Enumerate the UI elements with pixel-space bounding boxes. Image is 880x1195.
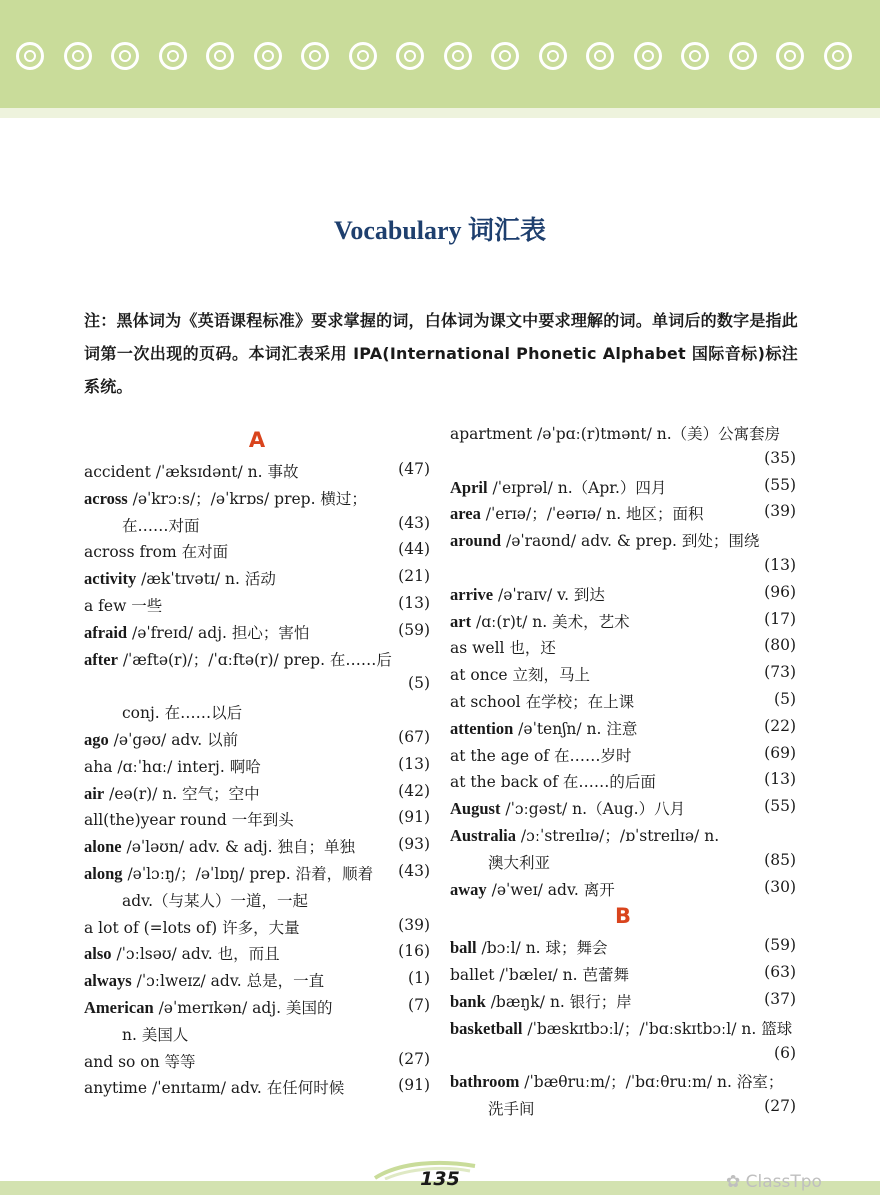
vocabulary-entry bbox=[450, 1097, 796, 1123]
vocabulary-entry bbox=[450, 1044, 796, 1070]
page-reference: (13) bbox=[764, 556, 796, 574]
entry-text bbox=[84, 1053, 196, 1071]
vocabulary-entry bbox=[450, 936, 796, 962]
ring-decoration bbox=[634, 42, 662, 70]
entry-text bbox=[450, 966, 629, 984]
page-reference: (21) bbox=[398, 567, 430, 586]
entry-text bbox=[84, 651, 392, 669]
page-reference: (27) bbox=[398, 1049, 430, 1068]
headword: area bbox=[450, 504, 481, 524]
page-title: Vocabulary 词汇表 bbox=[333, 216, 547, 245]
definition: 在……对面 bbox=[122, 516, 200, 535]
ring-decoration bbox=[396, 42, 424, 70]
vocabulary-entry bbox=[84, 674, 430, 700]
ring-decoration bbox=[111, 42, 139, 70]
definition: /əˈpɑː(r)tmənt/ n.（美）公寓套房 bbox=[532, 425, 781, 443]
entry-text bbox=[450, 827, 719, 845]
vocabulary-entry bbox=[450, 990, 796, 1016]
headword: April bbox=[450, 477, 488, 497]
entry-text bbox=[84, 624, 309, 642]
vocabulary-entry bbox=[450, 476, 796, 502]
vocabulary-entry bbox=[84, 1076, 430, 1102]
definition: /ˈenɪtaɪm/ adv. 在任何时候 bbox=[147, 1079, 345, 1098]
page-reference: (13) bbox=[398, 594, 430, 612]
page-reference: (67) bbox=[398, 728, 430, 746]
entry-text bbox=[84, 785, 260, 803]
usage-note bbox=[84, 304, 798, 403]
ring-decoration bbox=[64, 42, 92, 70]
vocabulary-entry bbox=[450, 878, 796, 904]
vocabulary-entry bbox=[450, 636, 796, 662]
headword: arrive bbox=[450, 584, 494, 604]
page-reference: (13) bbox=[764, 770, 796, 789]
vocabulary-entry bbox=[84, 782, 430, 808]
definition: 等等 bbox=[159, 1052, 196, 1071]
definition: /əˈlɔːŋ/；/əˈlɒŋ/ prep. 沿着，顺着 bbox=[122, 865, 374, 883]
headword: along bbox=[84, 864, 123, 883]
vocabulary-entry bbox=[450, 583, 796, 609]
definition: /əˈkrɔːs/；/əˈkrɒs/ prep. 横过； bbox=[127, 489, 367, 508]
entry-text bbox=[84, 597, 162, 615]
definition: /eə(r)/ n. 空气；空中 bbox=[104, 784, 260, 803]
vocabulary-entry bbox=[450, 556, 796, 582]
page-reference: (63) bbox=[764, 963, 796, 982]
headword: activity bbox=[84, 569, 137, 589]
entry-text bbox=[450, 639, 556, 657]
ring-decoration bbox=[349, 42, 377, 70]
vocabulary-entry bbox=[450, 502, 796, 528]
entry-text bbox=[450, 505, 704, 523]
entry-text bbox=[450, 1100, 535, 1118]
headword: art bbox=[450, 611, 472, 631]
definition: /ɔːˈstreɪlɪə/；/ɒˈstreɪlɪə/ n. bbox=[516, 827, 720, 845]
definition: /əˈləʊn/ adv. & adj. 独自；单独 bbox=[121, 838, 356, 857]
headword: across from bbox=[84, 543, 177, 562]
entry-text bbox=[84, 865, 373, 883]
page-reference: (85) bbox=[764, 850, 796, 869]
wechat-icon: ✿ bbox=[726, 1172, 746, 1192]
watermark bbox=[726, 1172, 822, 1192]
headword: also bbox=[84, 944, 112, 964]
headword: August bbox=[450, 799, 501, 819]
entry-text bbox=[84, 758, 261, 776]
definition: /ɑːˈhɑː/ interj. 啊哈 bbox=[112, 757, 261, 776]
definition: /ækˈtɪvətɪ/ n. 活动 bbox=[136, 570, 276, 589]
page-reference: (37) bbox=[764, 990, 796, 1008]
ring-decoration bbox=[729, 42, 757, 70]
headword: at once bbox=[450, 666, 508, 685]
entry-text bbox=[450, 425, 780, 443]
headword: bathroom bbox=[450, 1072, 520, 1092]
definition: 立刻，马上 bbox=[507, 666, 591, 685]
page-reference: (30) bbox=[764, 877, 796, 896]
vocabulary-entry bbox=[84, 996, 430, 1022]
definition: 在……岁时 bbox=[549, 746, 632, 765]
headword: across bbox=[84, 488, 128, 508]
header-banner bbox=[0, 0, 880, 108]
entry-text bbox=[84, 463, 298, 481]
ring-decoration bbox=[254, 42, 282, 70]
vocabulary-entry bbox=[84, 701, 430, 727]
vocabulary-entry bbox=[450, 963, 796, 989]
ring-decoration bbox=[539, 42, 567, 70]
entry-text bbox=[84, 838, 355, 856]
vocabulary-entry bbox=[450, 663, 796, 689]
page-reference: (22) bbox=[764, 716, 796, 735]
vocabulary-entry bbox=[84, 862, 430, 888]
definition: 一些 bbox=[126, 597, 163, 615]
section-letter: A bbox=[248, 428, 266, 452]
definition: adv.（与某人）一道，一起 bbox=[122, 891, 309, 910]
page-reference: (91) bbox=[398, 808, 430, 827]
page-reference: (5) bbox=[408, 674, 430, 693]
headword: afraid bbox=[84, 622, 128, 642]
vocabulary-entry bbox=[84, 942, 430, 968]
vocabulary-entry bbox=[84, 1023, 430, 1049]
page-reference: (91) bbox=[398, 1076, 430, 1095]
ring-decoration bbox=[824, 42, 852, 70]
vocabulary-entry bbox=[450, 824, 796, 850]
definition: /əˈtenʃn/ n. 注意 bbox=[513, 719, 638, 738]
definition: /əˈfreɪd/ adj. 担心；害怕 bbox=[127, 623, 310, 642]
ring-decoration bbox=[159, 42, 187, 70]
page-reference: (55) bbox=[764, 475, 796, 494]
definition: /ˈɔːlweɪz/ adv. 总是，一直 bbox=[131, 972, 325, 991]
entry-text bbox=[450, 881, 615, 899]
headword: alone bbox=[84, 837, 122, 857]
vocabulary-entry bbox=[450, 422, 796, 448]
page-reference: (17) bbox=[764, 609, 796, 628]
definition: /ˈbæθruːm/；/ˈbɑːθruːm/ n. 浴室； bbox=[519, 1073, 784, 1092]
headword: at the age of bbox=[450, 746, 550, 765]
page-reference: (42) bbox=[398, 781, 430, 800]
page-reference: (59) bbox=[398, 620, 430, 639]
watermark-text: ClassTpo bbox=[745, 1172, 822, 1192]
definition: /bɔːl/ n. 球；舞会 bbox=[476, 939, 608, 958]
page-reference: (13) bbox=[398, 754, 430, 773]
entry-text bbox=[450, 773, 656, 791]
entry-text bbox=[450, 1020, 792, 1038]
definition: /əˈgəʊ/ adv. 以前 bbox=[108, 731, 239, 749]
vocabulary-entry bbox=[450, 449, 796, 475]
entry-text bbox=[84, 704, 242, 722]
section-letter: B bbox=[614, 904, 631, 929]
definition: 在……的后面 bbox=[557, 773, 656, 792]
page-reference: (39) bbox=[398, 915, 430, 934]
headword: attention bbox=[450, 718, 514, 738]
page-reference: (16) bbox=[398, 942, 430, 961]
definition: 洗手间 bbox=[488, 1100, 535, 1119]
vocabulary-entry bbox=[84, 1050, 430, 1076]
page-reference: (39) bbox=[764, 502, 796, 521]
entry-text bbox=[450, 532, 759, 550]
headword: ago bbox=[84, 730, 109, 749]
entry-text bbox=[84, 999, 333, 1017]
entry-text bbox=[84, 945, 280, 963]
vocabulary-entry bbox=[84, 540, 430, 566]
definition: (=lots of) 许多，大量 bbox=[138, 918, 300, 937]
headword: aha bbox=[84, 757, 113, 776]
page-reference: (47) bbox=[398, 460, 430, 478]
entry-text bbox=[84, 570, 276, 588]
headword: air bbox=[84, 783, 105, 803]
entry-text bbox=[450, 586, 605, 604]
ring-decoration bbox=[444, 42, 472, 70]
entry-text bbox=[450, 479, 666, 497]
vocabulary-entry bbox=[450, 797, 796, 823]
page-reference: (80) bbox=[764, 636, 796, 655]
vocabulary-entry bbox=[84, 728, 430, 754]
page-reference: (5) bbox=[774, 690, 796, 708]
page-reference: (1) bbox=[408, 969, 430, 988]
ring-decoration bbox=[776, 42, 804, 70]
ring-decoration bbox=[16, 42, 44, 70]
ring-decoration bbox=[586, 42, 614, 70]
definition: 在对面 bbox=[176, 543, 229, 562]
definition: 在学校；在上课 bbox=[520, 693, 635, 711]
headword: around bbox=[450, 531, 502, 551]
vocabulary-entry bbox=[84, 567, 430, 593]
vocabulary-entry bbox=[84, 621, 430, 647]
headword: after bbox=[84, 649, 118, 669]
headword: anytime bbox=[84, 1079, 148, 1098]
header-divider bbox=[0, 108, 880, 118]
page-number: 135 bbox=[420, 1168, 460, 1190]
headword: and so on bbox=[84, 1052, 160, 1071]
entry-text bbox=[84, 1026, 188, 1044]
page-reference: (6) bbox=[774, 1043, 796, 1062]
vocabulary-entry bbox=[450, 690, 796, 716]
headword: American bbox=[84, 998, 154, 1017]
entry-text bbox=[450, 1073, 783, 1091]
headword: ball bbox=[450, 938, 477, 958]
vocabulary-entry bbox=[450, 744, 796, 770]
definition: /ˈbæleɪ/ n. 芭蕾舞 bbox=[494, 966, 629, 985]
entry-text bbox=[84, 1079, 344, 1097]
definition: 一年到头 bbox=[226, 811, 294, 830]
definition: /ˈbæskɪtbɔːl/；/ˈbɑːskɪtbɔːl/ n. 篮球 bbox=[522, 1019, 793, 1038]
headword: Australia bbox=[450, 826, 516, 845]
definition: /əˈmerɪkən/ adj. 美国的 bbox=[153, 999, 333, 1017]
headword: apartment bbox=[450, 425, 533, 443]
vocabulary-entry bbox=[84, 835, 430, 861]
ring-decoration bbox=[301, 42, 329, 70]
headword: a few bbox=[84, 597, 127, 615]
headword: at school bbox=[450, 693, 521, 711]
headword: a lot of bbox=[84, 918, 139, 937]
page-reference: (43) bbox=[398, 513, 430, 532]
entry-text bbox=[450, 613, 630, 631]
entry-text bbox=[450, 693, 634, 711]
entry-text bbox=[450, 720, 637, 738]
entry-text bbox=[450, 747, 631, 765]
vocabulary-entry bbox=[84, 487, 430, 513]
vocabulary-entry bbox=[84, 969, 430, 995]
headword: all(the)year round bbox=[84, 811, 227, 830]
vocabulary-entry bbox=[84, 808, 430, 834]
page-reference: (96) bbox=[764, 582, 796, 601]
entry-text bbox=[84, 731, 238, 749]
definition: /ˈeɪprəl/ n.（Apr.）四月 bbox=[487, 478, 667, 497]
headword: accident bbox=[84, 463, 151, 481]
definition: /ˈɔːgəst/ n.（Aug.）八月 bbox=[500, 800, 686, 819]
page-reference: (35) bbox=[764, 448, 796, 467]
page-reference: (93) bbox=[398, 835, 430, 854]
vocabulary-entry bbox=[450, 529, 796, 555]
definition: /ˈæksɪdənt/ n. 事故 bbox=[150, 463, 299, 481]
definition: conj. 在……以后 bbox=[122, 704, 243, 723]
vocabulary-entry bbox=[450, 851, 796, 877]
entry-text bbox=[84, 543, 228, 561]
definition: /əˈweɪ/ adv. 离开 bbox=[486, 880, 615, 899]
vocabulary-entry bbox=[84, 594, 430, 620]
entry-text bbox=[450, 854, 550, 872]
page-reference: (44) bbox=[398, 540, 430, 559]
entry-text bbox=[84, 811, 294, 829]
vocabulary-entry bbox=[84, 755, 430, 781]
vocabulary-entry bbox=[84, 916, 430, 942]
vocabulary-entry bbox=[84, 514, 430, 540]
headword: away bbox=[450, 879, 487, 899]
definition: n. 美国人 bbox=[122, 1025, 189, 1044]
page-reference: (59) bbox=[764, 936, 796, 955]
page-reference: (7) bbox=[408, 996, 430, 1014]
definition: 澳大利亚 bbox=[488, 853, 551, 872]
ring-decoration bbox=[681, 42, 709, 70]
definition: /əˈraʊnd/ adv. & prep. 到处；围绕 bbox=[501, 532, 760, 551]
entry-text bbox=[84, 490, 367, 508]
entry-text bbox=[450, 666, 590, 684]
headword: always bbox=[84, 971, 132, 991]
definition: /ˈerɪə/；/ˈeərɪə/ n. 地区；面积 bbox=[480, 505, 704, 524]
ring-decoration bbox=[491, 42, 519, 70]
vocabulary-entry bbox=[84, 648, 430, 674]
headword: basketball bbox=[450, 1018, 523, 1038]
entry-text bbox=[84, 517, 200, 535]
vocabulary-entry bbox=[84, 460, 430, 486]
entry-text bbox=[84, 892, 308, 910]
entry-text bbox=[450, 993, 632, 1011]
definition: /ˈæftə(r)/；/ˈɑːftə(r)/ prep. 在……后 bbox=[117, 650, 392, 669]
vocabulary-entry bbox=[450, 717, 796, 743]
entry-text bbox=[450, 800, 685, 818]
vocabulary-entry bbox=[84, 889, 430, 915]
vocabulary-entry bbox=[450, 610, 796, 636]
page-reference: (43) bbox=[398, 862, 430, 880]
page-reference: (69) bbox=[764, 743, 796, 762]
definition: 也，还 bbox=[504, 639, 556, 658]
entry-text bbox=[450, 939, 608, 957]
headword: as well bbox=[450, 639, 505, 658]
entry-text bbox=[84, 972, 324, 990]
vocabulary-entry bbox=[450, 1070, 796, 1096]
headword: at the back of bbox=[450, 773, 558, 792]
vocabulary-entry bbox=[450, 1017, 796, 1043]
usage-note-text: 注：黑体词为《英语课程标准》要求掌握的词，白体词为课文中要求理解的词。单词后的数字是指此词第一次出现的页码。本词汇表采用 IPA(International Phonetic Alphabet 国际音标)标注系统。 bbox=[84, 311, 798, 396]
headword: ballet bbox=[450, 966, 495, 985]
ring-decoration bbox=[206, 42, 234, 70]
vocabulary-entry bbox=[450, 770, 796, 796]
page-reference: (27) bbox=[764, 1097, 796, 1116]
definition: /əˈraɪv/ v. 到达 bbox=[493, 585, 605, 604]
headword: bank bbox=[450, 992, 486, 1011]
page-reference: (55) bbox=[764, 797, 796, 816]
definition: /ɑː(r)t/ n. 美术，艺术 bbox=[471, 612, 630, 631]
page-reference: (73) bbox=[764, 663, 796, 682]
definition: /bæŋk/ n. 银行；岸 bbox=[485, 993, 632, 1011]
definition: /ˈɔːlsəʊ/ adv. 也，而且 bbox=[111, 945, 280, 964]
entry-text bbox=[84, 919, 300, 937]
